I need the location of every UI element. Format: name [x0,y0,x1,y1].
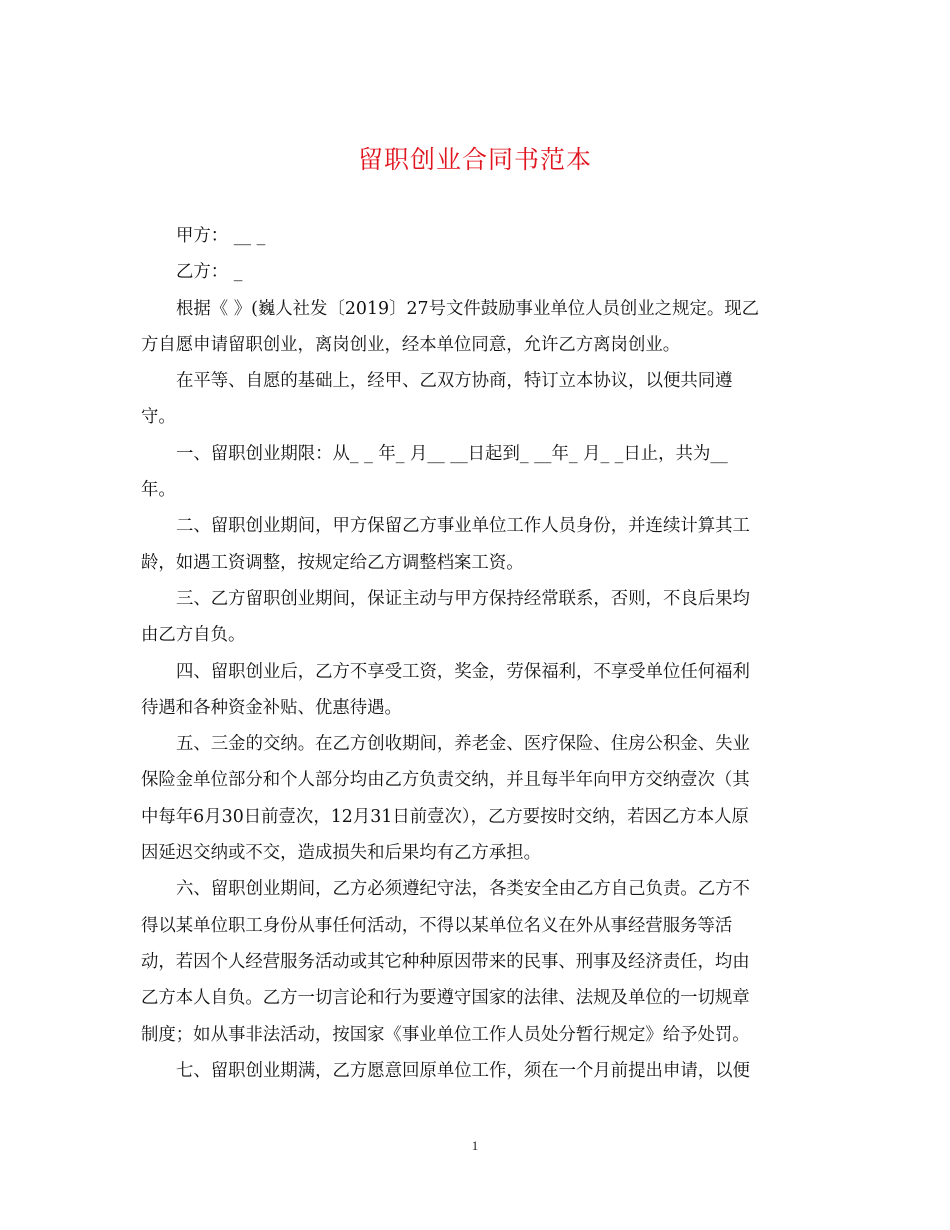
paragraph-line: 七、留职创业期满，乙方愿意回原单位工作，须在一个月前提出申请，以便 [176,1060,750,1081]
paragraph-line: 保险金单位部分和个人部分均由乙方负责交纳，并且每半年向甲方交纳壹次（其 [141,770,750,791]
paragraph-clause-7 [141,1053,813,1089]
paragraph-line: 年。 [141,480,176,501]
paragraph-clause-2 [141,508,813,581]
paragraph-line: 四、留职创业后，乙方不享受工资，奖金，劳保福利，不享受单位任何福利 [176,661,750,682]
paragraph-line: 三、乙方留职创业期间，保证主动与甲方保持经常联系，否则，不良后果均 [176,588,750,609]
paragraph-intro [141,363,813,436]
paragraph-line: 由乙方自负。 [141,625,246,646]
paragraph-line: 动，若因个人经营服务活动或其它种种原因带来的民事、刑事及经济责任，均由 [141,951,750,972]
paragraph-line: 一、留职创业期限：从_ _ 年_ 月__ __日起到_ __年_ 月_ _日止，共为__ [176,443,728,464]
paragraph-line: 中每年6月30日前壹次，12月31日前壹次），乙方要按时交纳，若因乙方本人原 [141,806,749,827]
paragraph-clause-4 [141,654,813,727]
paragraph-clause-5 [141,726,813,871]
paragraph-line: 方自愿申请留职创业，离岗创业，经本单位同意，允许乙方离岗创业。 [141,334,681,355]
paragraph-line: 因延迟交纳或不交，造成损失和后果均有乙方承担。 [141,843,541,864]
paragraph-line: 制度；如从事非法活动，按国家《事业单位工作人员处分暂行规定》给予处罚。 [141,1024,750,1045]
document-title: 留职创业合同书范本 [357,145,592,174]
paragraph-line: 待遇和各种资金补贴、优惠待遇。 [141,697,402,718]
paragraph-clause-6 [141,871,813,1052]
paragraph-line: 根据《 》(巍人社发〔2019〕27号文件鼓励事业单位人员创业之规定。现乙 [176,298,760,319]
paragraph-line: 五、三金的交纳。在乙方创收期间，养老金、医疗保险、住房公积金、失业 [176,734,750,755]
paragraph-clause-3 [141,581,813,654]
paragraph-line: 二、留职创业期间，甲方保留乙方事业单位工作人员身份，并连续计算其工 [176,516,750,537]
paragraph-line: 在平等、自愿的基础上，经甲、乙双方协商，特订立本协议，以便共同遵 [176,371,733,392]
paragraph-line: 守。 [141,407,176,428]
paragraph-party-a [141,218,813,254]
paragraph-line: 龄，如遇工资调整，按规定给乙方调整档案工资。 [141,552,524,573]
paragraph-line: 甲方： __ _ [176,226,266,246]
paragraph-line: 得以某单位职工身份从事任何活动，不得以某单位名义在外从事经营服务等活 [141,915,733,936]
paragraph-line: 乙方本人自负。乙方一切言论和行为要遵守国家的法律、法规及单位的一切规章 [141,988,750,1009]
paragraph-party-b [141,254,813,290]
paragraph-line: 乙方： _ [176,262,243,283]
paragraph-basis [141,291,813,364]
paragraph-line: 六、留职创业期间，乙方必须遵纪守法，各类安全由乙方自己负责。乙方不 [176,879,750,900]
document-body [141,218,813,1089]
page-number: 1 [471,1138,479,1153]
paragraph-clause-1 [141,436,813,509]
